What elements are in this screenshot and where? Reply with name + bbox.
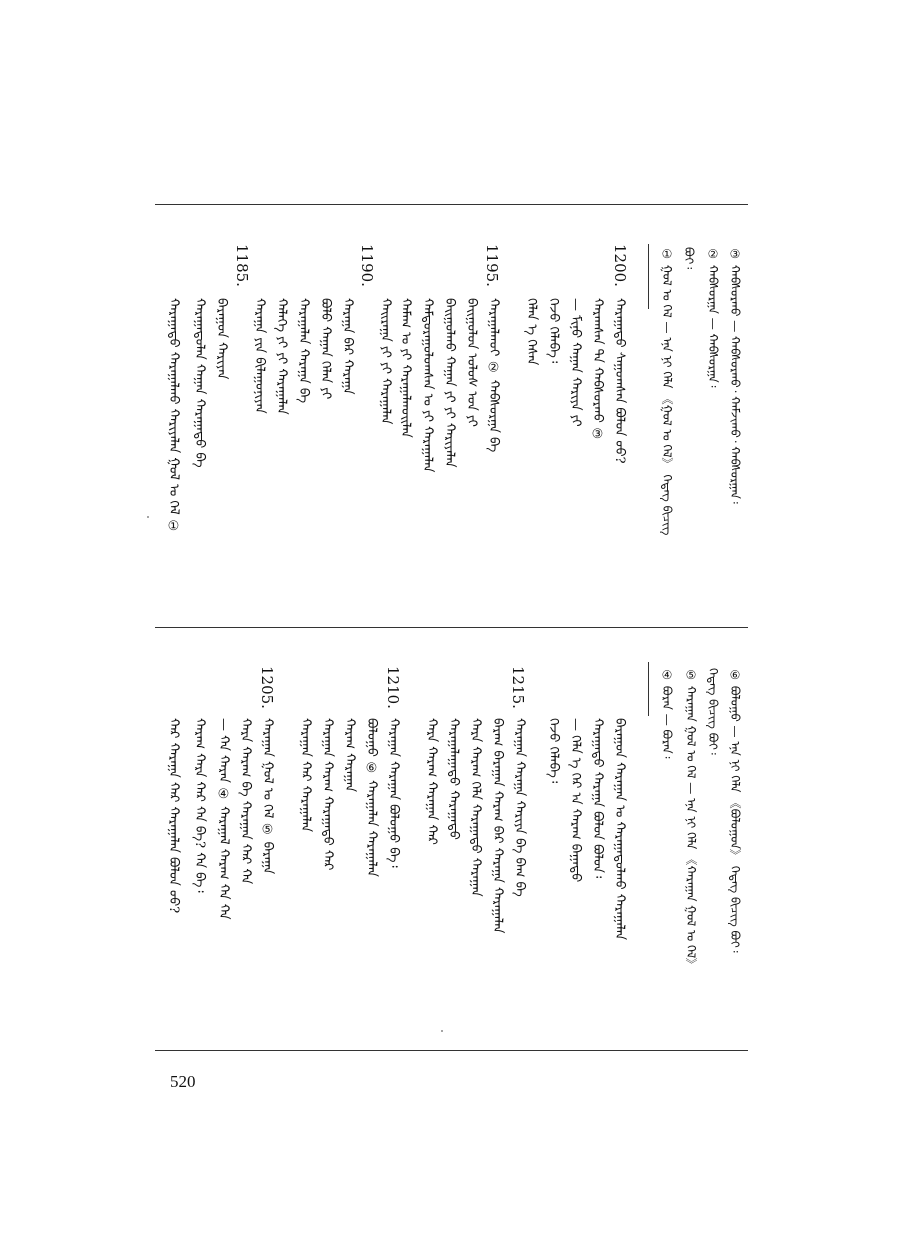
bottom-note-6-cont: ᠭᠡᠳᠡᠭ ᠪᠢᠴᠢᠭ ᠪᠤᠢ᠄: [706, 668, 720, 755]
scan-speck: [147, 516, 149, 518]
verse-line: — ᠮᠢᠨᠤ ᠬᠠᠭᠠᠨ ᠬᠠᠷᠢᠶᠠ ᠶᠢ: [568, 298, 583, 427]
middle-rule: [155, 627, 748, 628]
verse-line: ᠬᠠᠷᠠᠭ ᠬᠠᠷᠠᠭᠠᠨ: [342, 718, 357, 793]
verse-line: ᠪᠠᠷᠠᠭ ᠪᠠᠷᠠᠭᠠᠨ ᠬᠠᠷᠠᠭ ᠪᠠᠷ ᠬᠠᠷᠠᠭᠠ ᠬᠠᠷᠠᠭᠠᠯᠠᠨ: [490, 718, 505, 934]
verse-number-1195: 1195.: [483, 244, 501, 287]
top-rule: [155, 204, 748, 205]
top-note-1-cont: ᠪᠤᠢ᠄: [682, 247, 696, 270]
verse-line: ᠬᠠᠷ ᠬᠠᠷᠠᠭᠠ ᠬᠠᠷ ᠬᠠᠷᠠᠭᠠᠯᠠᠨ ᠪᠣᠯᠤᠨ ᠤᠤ?: [166, 718, 181, 914]
verse-line: ᠬᠠᠷᠠᠭᠠᠳᠤ ᠰᠠᠭᠤᠭᠰᠠᠨ ᠪᠣᠯᠤᠨ ᠤᠤ?: [612, 298, 627, 464]
verse-number-1210: 1210.: [384, 666, 402, 709]
top-note-1: ① ᠭᠤᠯ ᠤ ᠬᠡᠯ — ᠡᠨᠡ ᠨᠢ ᠬᠡᠯᠡ 《ᠭᠤᠯ ᠤ ᠬᠡᠯ》 ᠭᠡᠳᠡᠭ ᠪᠢᠴᠢᠭ: [660, 247, 674, 536]
verse-line: ᠬᠠᠷᠠᠭᠠᠨ ᠬᠠᠷᠠᠭᠠ ᠬᠠᠷᠢᠶᠠ ᠪᠠ ᠪᠠᠭ ᠪᠠ: [512, 718, 527, 897]
verse-number-1200: 1200.: [611, 244, 629, 287]
bottom-footnote-rule: [648, 662, 649, 716]
verse-line: ᠬᠠᠷᠠ ᠬᠠᠷᠠᠭ ᠬᠠᠷᠠᠭᠠᠨ ᠬᠠᠷ: [424, 718, 439, 845]
verse-number-1215: 1215.: [509, 666, 527, 709]
page-number: 520: [170, 1072, 196, 1091]
verse-line: — ᠬᠡᠯᠡ ᠡ ᠭᠡᠷ ᠡᠨ ᠬᠠᠷᠠᠭ ᠪᠠᠭᠠᠳᠤ: [568, 718, 583, 883]
verse-line: ᠬᠠᠷᠠᠭᠰᠠᠨ ᠲᠠ ᠬᠠᠪᠰᠤᠷᠬᠤ ③: [590, 298, 605, 443]
verse-line: ᠬᠠᠷᠠᠭᠠᠨ ᠭᠤᠯ ᠤ ᠬᠡᠯ ⑤ ᠪᠠᠷᠠᠭᠠ: [260, 718, 275, 875]
verse-line: ᠪᠣᠯᠤ ᠬᠠᠭᠠᠨ ᠬᠡᠯᠡᠨ ᠶᠢ: [318, 298, 333, 400]
verse-line: ᠬᠠᠷᠠᠭᠠᠯᠠᠭᠠᠳᠤ ᠬᠠᠷᠠᠭᠠᠳᠤ: [446, 718, 461, 840]
verse-line: ᠬᠠᠷᠠᠭ ᠬᠠᠷᠠ ᠬᠠᠷ ᠬᠠ ᠪᠠ? ᠬᠠ ᠪᠠ᠄: [192, 718, 207, 893]
top-note-3: ③ ᠬᠠᠪᠰᠤᠷᠬᠤ — ᠬᠠᠪᠰᠤᠷᠬᠤ᠂ ᠬᠠᠮᠵᠢᠬᠤ᠂ ᠬᠠᠪᠰᠤᠷᠭᠠᠨ᠄: [728, 247, 742, 504]
verse-line: ᠬᠠᠮᠲᠤᠷᠠᠭᠤᠯᠤᠭᠰᠠᠨ ᠤ ᠶᠢ ᠬᠠᠷᠠᠭᠠᠯᠠᠨ: [420, 298, 435, 473]
bottom-note-5: ⑤ ᠬᠠᠷᠠᠭᠠᠨ ᠭᠤᠯ ᠤ ᠬᠡᠯ — ᠡᠨᠡ ᠨᠢ ᠬᠡᠯᠡ 《ᠬᠠᠷᠠᠭᠠᠨ ᠭᠤᠯ ᠤ ᠬᠡᠯ》: [684, 668, 698, 971]
verse-line: ᠪᠣᠯᠤᠭᠤ ⑥ ᠬᠠᠷᠠᠭᠠᠯᠠᠨ ᠬᠠᠷᠠᠭᠠᠯᠠᠨ: [364, 718, 379, 877]
verse-line: ᠬᠠᠷᠠᠭᠠᠯᠠᠨ ᠬᠠᠷᠠᠭᠠ ᠪᠠ: [296, 298, 311, 404]
verse-line: ᠬᠠᠷᠠᠭᠠᠨ ᠬᠠᠷᠠᠭᠠᠨ ᠪᠣᠯᠤᠭᠤ ᠪᠠ᠄: [386, 718, 401, 868]
verse-line: ᠬᠡᠯᠡᠨ ᠡ ᠬᠡᠰᠡᠨ: [524, 298, 539, 366]
verse-line: ᠬᠠᠷᠠ ᠬᠠᠷᠠᠭ ᠪᠠ ᠬᠠᠷᠠᠭᠠᠨ ᠬᠠᠷ ᠬᠠ: [238, 718, 253, 885]
verse-line: ᠬᠠᠷᠠᠭᠠᠳᠤ ᠬᠠᠷᠠᠭᠠ ᠪᠣᠯᠤᠨ ᠪᠣᠯᠤᠨ᠄: [590, 718, 605, 879]
scan-speck: [441, 1030, 443, 1032]
verse-line: ᠪᠠᠢᠭᠤᠯᠤᠨ ᠤᠯᠤᠰ ᠤᠨ ᠶᠢ: [464, 298, 479, 427]
verse-line: ᠬᠠᠯᠡᠭᠡ ᠶᠢ ᠶᠢ ᠬᠠᠷᠠᠭᠠᠯᠠᠨ: [274, 298, 289, 415]
verse-number-1205: 1205.: [258, 666, 276, 709]
verse-line: ᠬᠠᠷᠠᠭᠠ ᠪᠠᠷ ᠬᠠᠷᠠᠭᠠ: [340, 298, 355, 395]
verse-line: ᠪᠠᠢᠭᠤᠯᠬᠤ ᠬᠠᠭᠠᠨ ᠶᠢ ᠶᠢ ᠬᠠᠷᠢᠶᠠᠯᠠᠨ: [442, 298, 457, 468]
bottom-rule: [155, 1050, 748, 1051]
verse-line: ᠭᠡᠵᠦ ᠬᠡᠯᠡᠪᠡ᠄: [546, 298, 561, 364]
verse-line: ᠪᠠᠷᠠᠭᠤᠨ ᠬᠠᠷᠢᠶᠠᠨ: [214, 298, 229, 380]
verse-line: ᠬᠠᠢᠷᠠᠭᠠ ᠶᠢ ᠶᠢ ᠬᠠᠷᠠᠭᠠᠯᠠᠨ: [378, 298, 393, 425]
verse-line: — ᠬᠠ ᠬᠠᠷᠠᠨ ④ ᠬᠠᠷᠠᠭᠠᠯ ᠬᠠᠷᠠᠭ ᠬᠠ ᠬᠠ: [216, 718, 231, 920]
verse-line: ᠬᠠᠷᠠᠭᠠᠨ ᠬᠠᠷᠠᠭ ᠬᠠᠷᠠᠭᠠᠳᠤ ᠬᠠᠷ: [320, 718, 335, 871]
verse-line: ᠬᠠᠷᠠᠭᠠᠳᠤᠯᠠᠨ ᠬᠠᠭᠠᠨ ᠬᠠᠷᠠᠭᠠᠳᠤ ᠪᠠ: [192, 298, 207, 468]
verse-line: ᠬᠠᠮᠠᠭ ᠤ ᠶᠢ ᠬᠠᠷᠠᠭᠠᠯᠬᠤᠢᠯᠠᠨ: [398, 298, 413, 438]
verse-line: ᠬᠠᠷᠠᠭᠠ ᠶᠢᠨ ᠪᠢᠯᠠᠭᠤᠨᠢᠶᠠᠨ: [252, 298, 267, 414]
top-footnote-rule: [648, 244, 649, 309]
verse-line: ᠬᠠᠷᠠᠭᠠᠯᠬᠤᠢ ② ᠬᠠᠪᠰᠤᠷᠭᠠ ᠪᠠ: [486, 298, 501, 453]
bottom-note-4: ④ ᠪᠤᠷᠠᠨ — ᠪᠤᠷᠠᠨ᠄: [660, 668, 674, 759]
verse-line: ᠬᠠᠷᠠ ᠬᠠᠷᠠᠭ ᠬᠡᠯᠡ ᠬᠠᠷᠠᠭᠠᠳᠤ ᠬᠠᠷᠠᠭᠠᠨ: [468, 718, 483, 897]
verse-line: ᠪᠠᠷᠠᠭᠤᠨ ᠬᠠᠷᠠᠭᠠᠨ ᠤ ᠬᠠᠷᠠᠭᠠᠳᠤᠯᠬᠤ ᠬᠠᠷᠠᠭᠠᠯᠠᠨ: [612, 718, 627, 941]
verse-line: ᠬᠠᠷᠠᠭᠠᠨ ᠬᠠᠷ ᠬᠠᠷᠠᠭᠠᠯᠠᠨ: [298, 718, 313, 832]
verse-number-1190: 1190.: [358, 244, 376, 287]
verse-line: ᠬᠠᠷᠠᠭᠠᠳᠤ ᠬᠠᠷᠠᠭᠠᠯᠬᠤ ᠬᠠᠷᠢᠶᠠᠯᠠᠨ ᠭᠤᠯ ᠤ ᠬᠡᠯ ①: [166, 298, 181, 534]
verse-line: ᠭᠡᠵᠦ ᠬᠡᠯᠡᠪᠡ᠄: [546, 718, 561, 784]
top-note-2: ② ᠬᠠᠪᠰᠤᠷᠭᠠ — ᠬᠠᠪᠰᠤᠷᠭᠠ᠄: [706, 247, 720, 388]
verse-number-1185: 1185.: [233, 244, 251, 287]
bottom-note-6: ⑥ ᠪᠣᠯᠤᠭᠤ — ᠡᠨᠡ ᠨᠢ ᠬᠡᠯᠡ 《ᠪᠣᠯᠤᠭᠤᠨ》 ᠭᠡᠳᠡᠭ ᠪᠢᠴᠢᠭ ᠪᠤᠢ᠄: [728, 668, 742, 953]
